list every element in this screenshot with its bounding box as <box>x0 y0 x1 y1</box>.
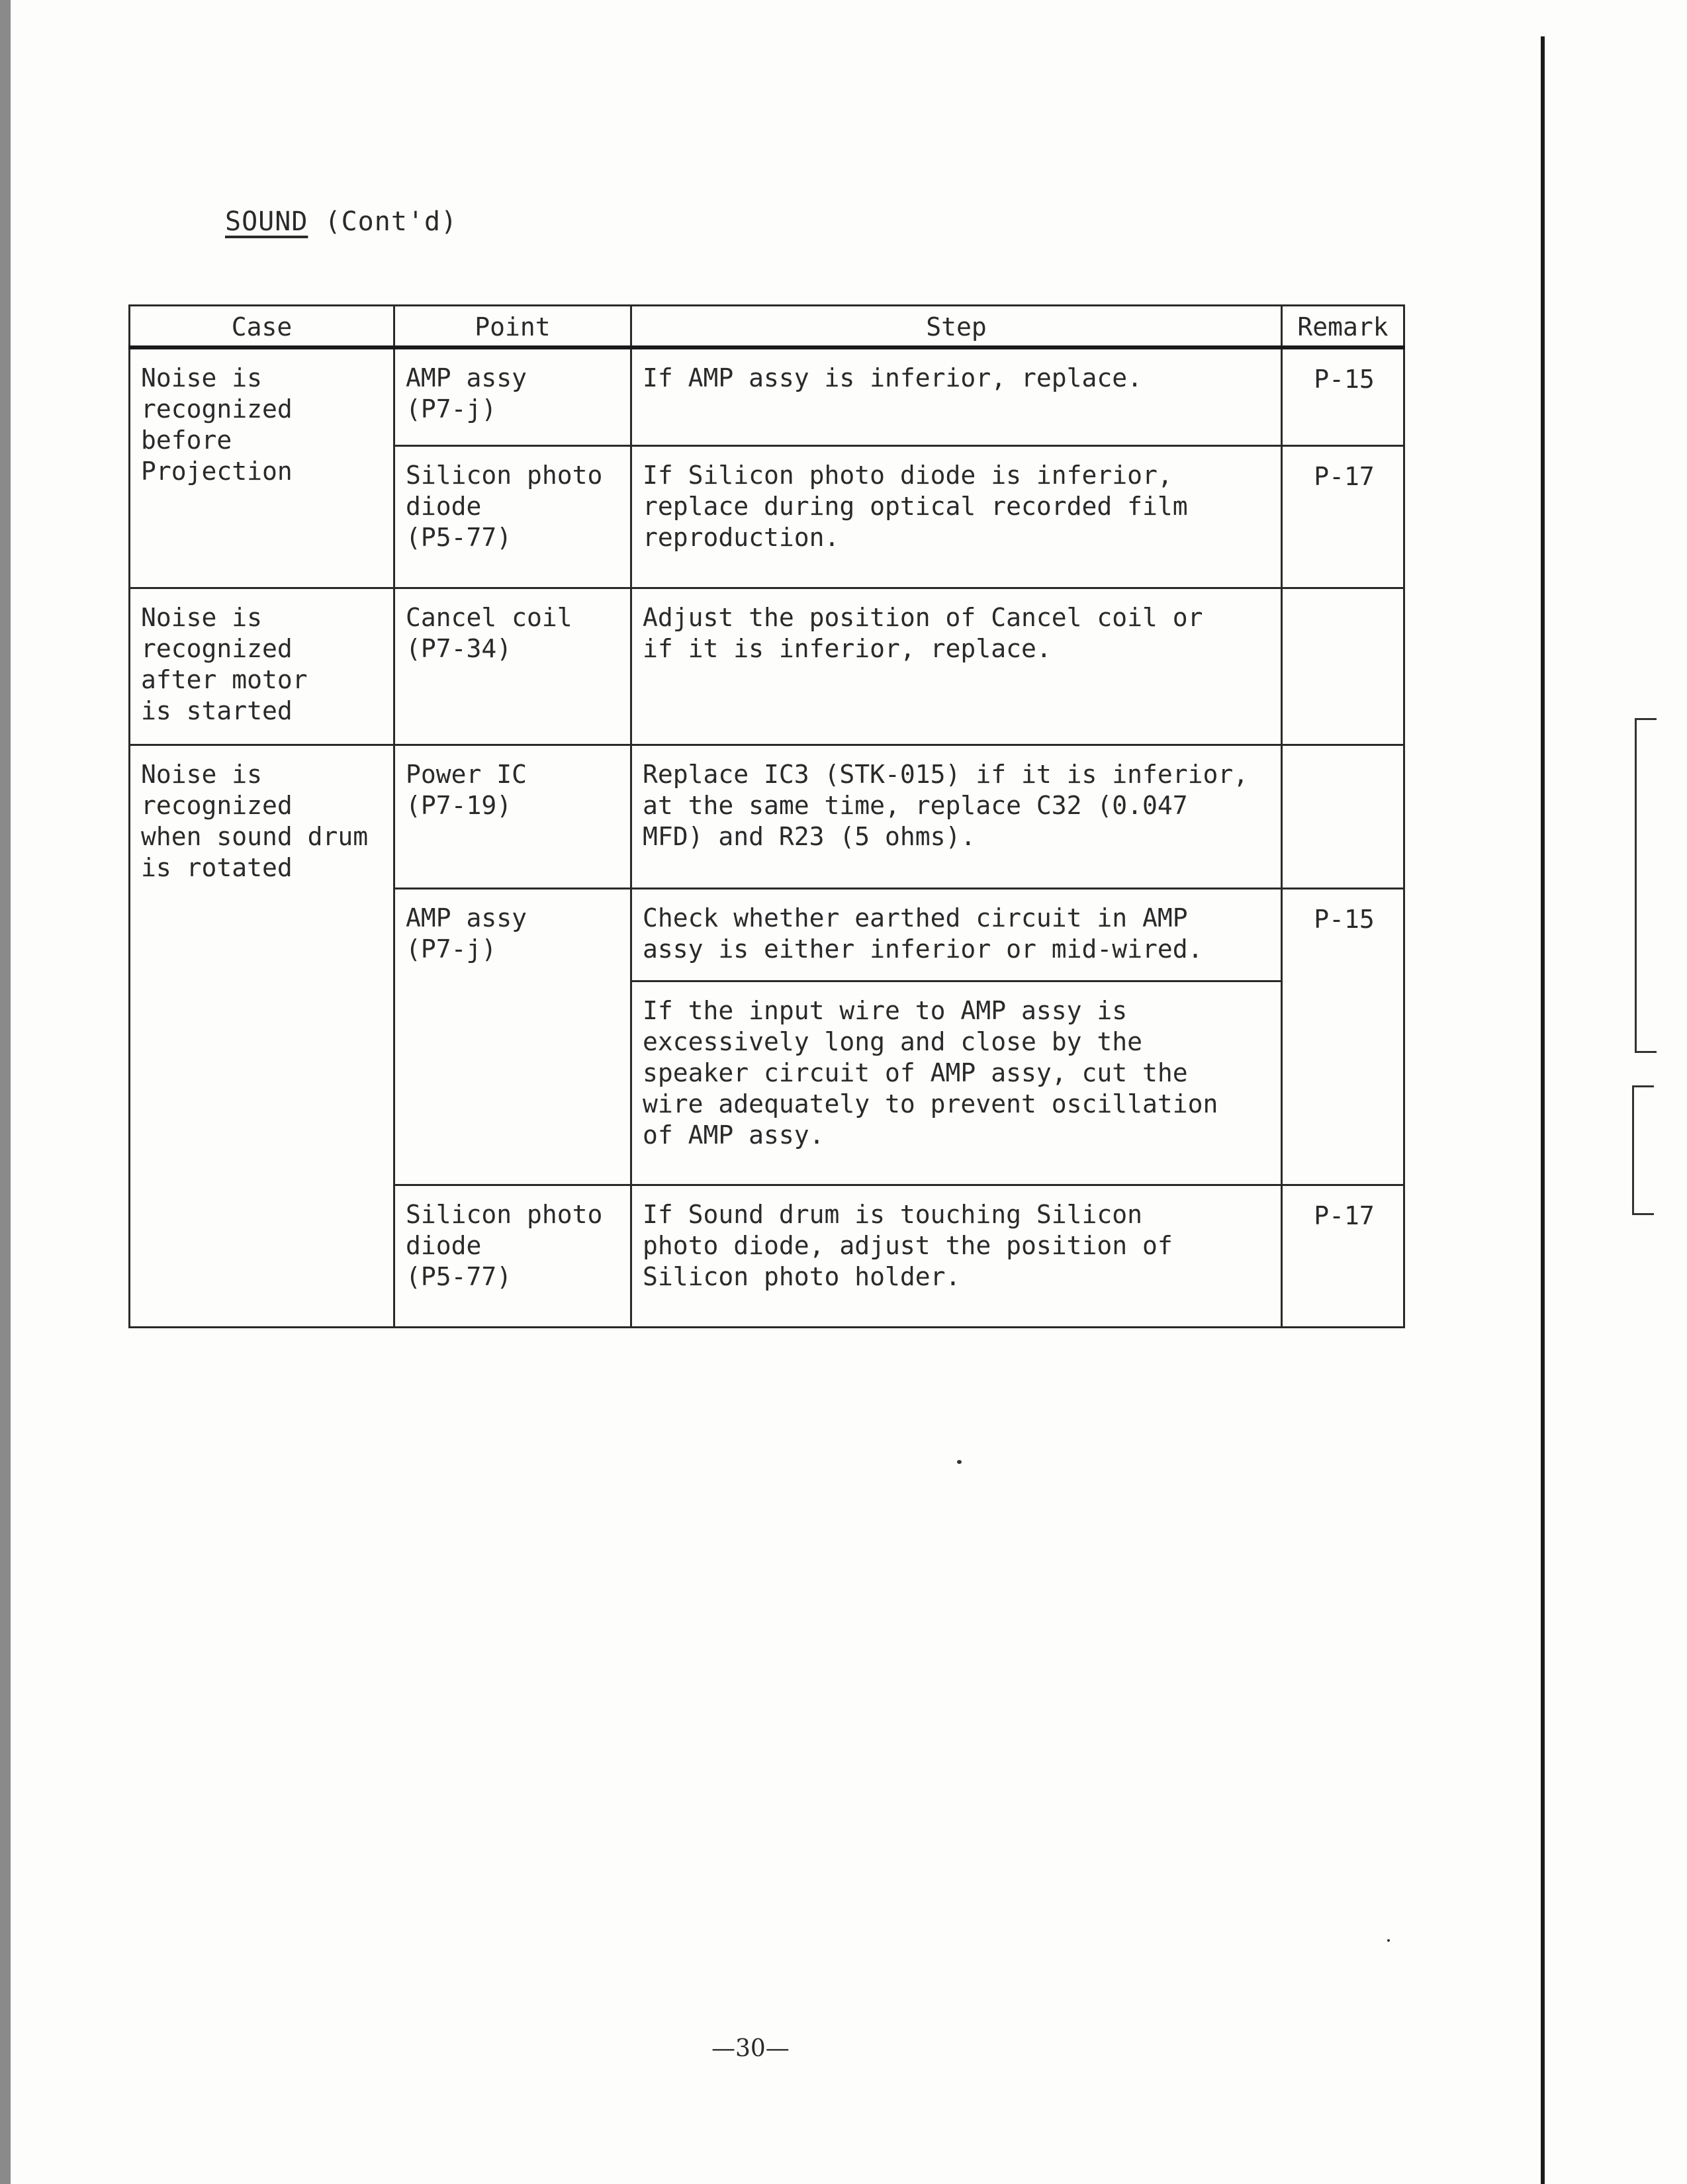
heading-title: SOUND <box>225 206 308 237</box>
troubleshooting-table <box>128 304 1405 1328</box>
step-cell: If Sound drum is touching Silicon photo diode, adjust the position of Silicon photo holder. <box>631 1185 1282 1327</box>
scan-speck <box>957 1460 962 1464</box>
step-cell: If AMP assy is inferior, replace. <box>631 347 1282 445</box>
step-cell: If the input wire to AMP assy is excessively long and close by the speaker circuit of AMP assy, cut the wire adequately to prevent oscillation of AMP assy. <box>631 981 1282 1185</box>
step-cell: Replace IC3 (STK-015) if it is inferior, at the same time, replace C32 (0.047 MFD) and R23 (5 ohms). <box>631 745 1282 888</box>
header-point: Point <box>394 306 631 348</box>
point-cell: Silicon photo diode (P5-77) <box>394 445 631 588</box>
scan-speck <box>1387 1939 1390 1942</box>
case-cell: Noise is recognized when sound drum is rotated <box>130 745 394 1327</box>
step-cell: Adjust the position of Cancel coil or if it is inferior, replace. <box>631 588 1282 745</box>
remark-cell: P-15 <box>1282 347 1404 445</box>
page-heading <box>225 206 457 237</box>
scan-left-edge <box>0 0 11 2184</box>
step-cell: Check whether earthed circuit in AMP assy is either inferior or mid-wired. <box>631 888 1282 981</box>
point-cell: AMP assy (P7-j) <box>394 347 631 445</box>
point-cell: AMP assy (P7-j) <box>394 888 631 1185</box>
header-case: Case <box>130 306 394 348</box>
point-cell: Cancel coil (P7-34) <box>394 588 631 745</box>
point-cell: Silicon photo diode (P5-77) <box>394 1185 631 1327</box>
remark-cell: P-17 <box>1282 445 1404 588</box>
header-remark: Remark <box>1282 306 1404 348</box>
remark-cell: P-17 <box>1282 1185 1404 1327</box>
margin-bracket <box>1632 1085 1654 1215</box>
point-cell: Power IC (P7-19) <box>394 745 631 888</box>
remark-cell: P-15 <box>1282 888 1404 1185</box>
table-row <box>130 745 1404 888</box>
margin-rule <box>1541 36 1545 2184</box>
step-cell: If Silicon photo diode is inferior, replace during optical recorded film reproduction. <box>631 445 1282 588</box>
remark-cell <box>1282 745 1404 888</box>
remark-cell <box>1282 588 1404 745</box>
margin-bracket <box>1635 718 1657 1053</box>
page-number: —30— <box>711 2035 790 2062</box>
table-row <box>130 588 1404 745</box>
case-cell: Noise is recognized after motor is started <box>130 588 394 745</box>
table-row <box>130 347 1404 445</box>
heading-suffix: (Cont'd) <box>324 206 458 237</box>
case-cell: Noise is recognized before Projection <box>130 347 394 588</box>
header-step: Step <box>631 306 1282 348</box>
table-header-row <box>130 306 1404 348</box>
